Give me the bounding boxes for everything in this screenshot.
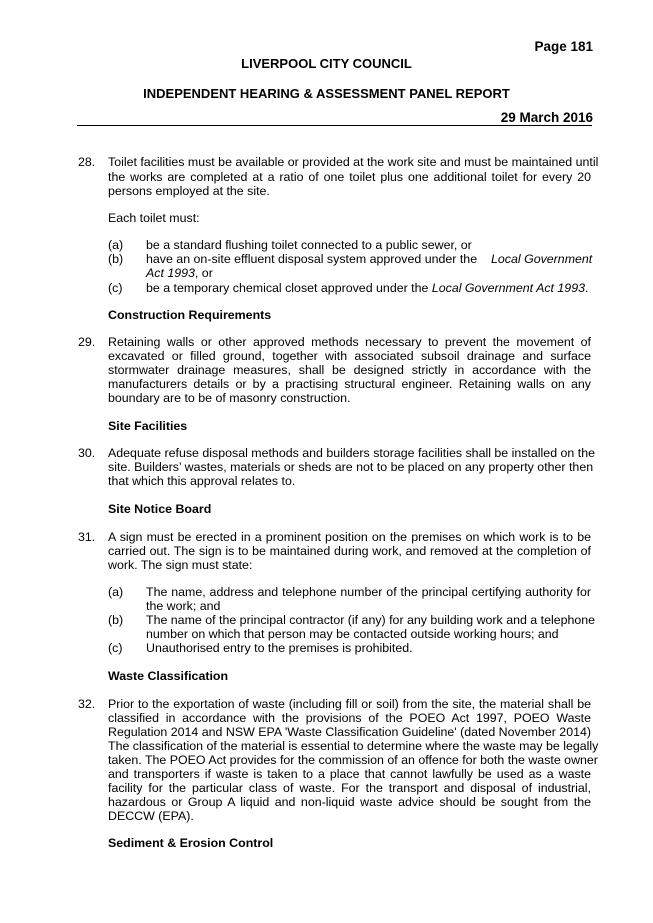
header-rule <box>77 125 592 126</box>
paragraph-line: carried out. The sign is to be maintained during work, and removed at the completion of <box>108 544 591 558</box>
list-item-text: The name, address and telephone number of the principal certifying authority for <box>146 585 591 599</box>
section-heading: Sediment & Erosion Control <box>108 836 274 850</box>
list-item-text: be a temporary chemical closet approved under the Local Government Act 1993. <box>146 281 589 295</box>
list-letter: (c) <box>108 281 123 295</box>
paragraph-line: classified in accordance with the provisions of the POEO Act 1997, POEO Waste <box>108 711 591 725</box>
condition-number: 31. <box>78 530 96 544</box>
paragraph-line: Regulation 2014 and NSW EPA 'Waste Classification Guideline' (dated November 2014) <box>108 725 591 739</box>
list-item-text: be a standard flushing toilet connected to a public sewer, or <box>146 238 472 252</box>
paragraph-line: site. Builders’ wastes, materials or sheds are not to be placed on any property other then <box>108 460 594 474</box>
paragraph-line: that which this approval relates to. <box>108 474 296 488</box>
condition-number: 29. <box>78 335 96 349</box>
page-number: Page 181 <box>534 39 593 54</box>
list-item-text: Unauthorised entry to the premises is prohibited. <box>146 641 413 655</box>
section-heading: Site Notice Board <box>108 502 212 516</box>
paragraph-line: facility for the particular class of waste. For the transport and disposal of industrial, <box>108 781 591 795</box>
list-letter: (b) <box>108 252 124 266</box>
list-letter: (a) <box>108 238 124 252</box>
section-heading: Construction Requirements <box>108 308 272 322</box>
condition-number: 30. <box>78 446 96 460</box>
list-item-text: The name of the principal contractor (if any) for any building work and a telephone <box>146 613 596 627</box>
list-item-text: have an on-site effluent disposal system approved under the <box>146 252 478 266</box>
paragraph-line: stormwater drainage measures, shall be designed strictly in accordance with the <box>108 363 591 377</box>
list-letter: (c) <box>108 641 123 655</box>
condition-number: 28. <box>78 155 96 169</box>
paragraph-line: Adequate refuse disposal methods and builders storage facilities shall be installed on the <box>108 446 595 460</box>
paragraph-line: Toilet facilities must be available or provided at the work site and must be maintained until <box>108 155 599 169</box>
list-item-text: number on which that person may be contacted outside working hours; and <box>146 627 559 641</box>
paragraph-line: boundary are to be of masonry construction. <box>108 391 351 405</box>
list-item-text: Act 1993, or <box>146 266 213 280</box>
list-item-text: the work; and <box>146 599 221 613</box>
paragraph-line: The classification of the material is essential to determine where the waste may be legally <box>108 739 599 753</box>
section-heading: Site Facilities <box>108 419 188 433</box>
list-letter: (a) <box>108 585 124 599</box>
paragraph-line: the works are completed at a ratio of one toilet plus one additional toilet for every 20 <box>108 170 591 184</box>
paragraph-line: persons employed at the site. <box>108 184 270 198</box>
list-letter: (b) <box>108 613 124 627</box>
paragraph-line: taken. The POEO Act provides for the commission of an offence for both the waste owner <box>108 753 598 767</box>
council-name: LIVERPOOL CITY COUNCIL <box>241 56 412 71</box>
paragraph-line: hazardous or Group A liquid and non-liquid waste advice should be sought from the <box>108 795 591 809</box>
section-heading: Waste Classification <box>108 669 229 683</box>
paragraph-line: manufacturers details or by a practising structural engineer. Retaining walls on any <box>108 377 591 391</box>
report-date: 29 March 2016 <box>500 110 593 125</box>
paragraph-line: excavated or filled ground, together with associated subsoil drainage and surface <box>108 349 591 363</box>
paragraph-line: work. The sign must state: <box>108 558 253 572</box>
paragraph-line: Retaining walls or other approved methods necessary to prevent the movement of <box>108 335 591 349</box>
paragraph-line: A sign must be erected in a prominent position on the premises on which work is to be <box>108 530 591 544</box>
condition-number: 32. <box>78 697 96 711</box>
paragraph-line: Prior to the exportation of waste (including fill or soil) from the site, the material shall be <box>108 697 591 711</box>
list-intro: Each toilet must: <box>108 211 200 225</box>
paragraph-line: and transporters if waste is taken to a place that cannot lawfully be used as a waste <box>108 767 591 781</box>
act-title: Local Government <box>491 252 593 266</box>
paragraph-line: DECCW (EPA). <box>108 809 194 823</box>
report-title: INDEPENDENT HEARING & ASSESSMENT PANEL REPORT <box>143 86 510 101</box>
